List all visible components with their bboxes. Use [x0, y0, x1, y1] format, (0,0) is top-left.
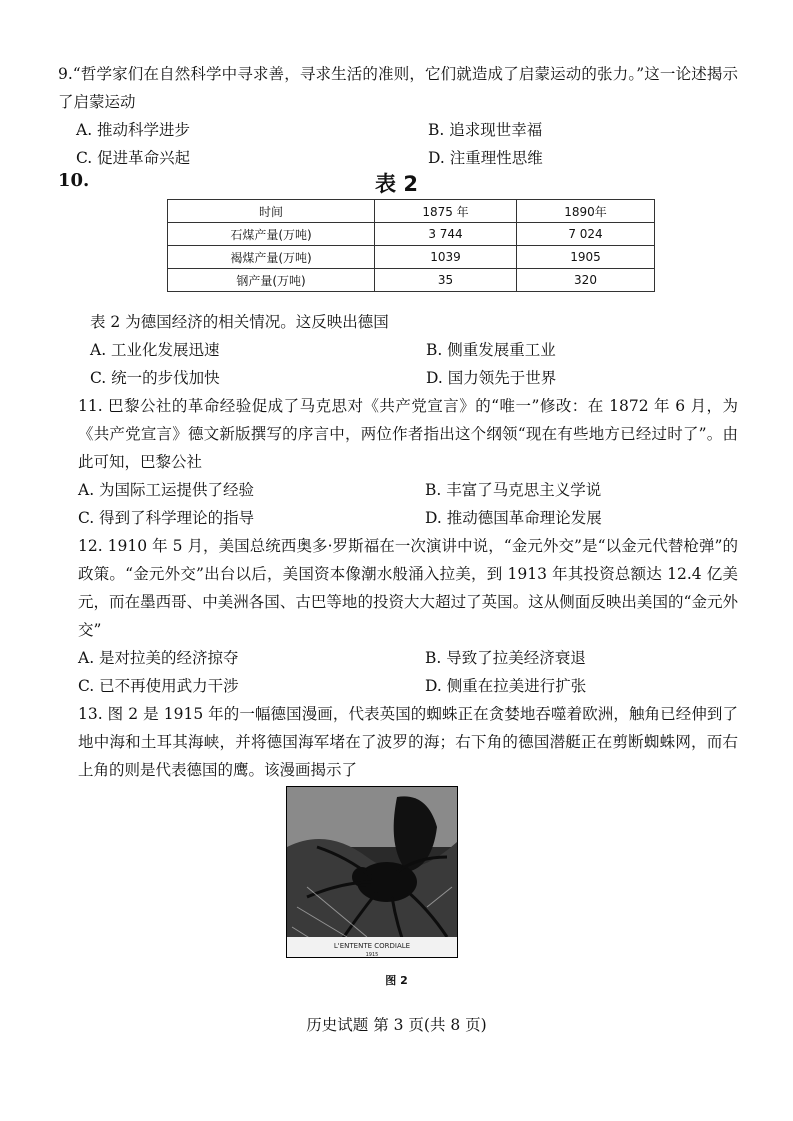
question-13: [78, 700, 738, 784]
question-stem: 12. 1910 年 5 月，美国总统西奥多·罗斯福在一次演讲中说，“金元外交”是“以金元代替枪弹”的政策。“金元外交”出台以后，美国资本像潮水般涌入拉美，到 1913 年其投资总额达 12.4 亿美元，而在墨西哥、中美洲各国、古巴等地的投资大大超过了英国。这从侧面反映出美国的“金元外交”: [78, 537, 738, 639]
option-a: A. 推动科学进步: [76, 121, 191, 139]
question-10-number: 10.: [58, 170, 90, 191]
option-c: C. 已不再使用武力干涉: [78, 677, 239, 695]
table-cell: 钢产量(万吨): [168, 269, 375, 292]
header-cell: 1875 年: [375, 200, 517, 223]
question-stem: 11. 巴黎公社的革命经验促成了马克思对《共产党宣言》的“唯一”修改：在 1872 年 6 月，为《共产党宣言》德文新版撰写的序言中，两位作者指出这个纲领“现在有些地方已经过时了”。由此可知，巴黎公社: [78, 397, 738, 471]
header-cell: 1890年: [517, 200, 655, 223]
table-cell: 320: [517, 269, 655, 292]
option-d: D. 侧重在拉美进行扩张: [425, 677, 587, 695]
table-row: [168, 246, 655, 269]
table-header-row: [168, 200, 655, 223]
table-row: [168, 223, 655, 246]
page-footer: 历史试题 第 3 页(共 8 页): [306, 1016, 487, 1034]
option-c: C. 统一的步伐加快: [90, 369, 220, 387]
table-cell: 35: [375, 269, 517, 292]
options-grid: [78, 644, 738, 700]
option-b: B. 丰富了马克思主义学说: [425, 481, 602, 499]
question-9: [58, 60, 738, 172]
table-cell: 1905: [517, 246, 655, 269]
question-10: [90, 308, 740, 392]
question-11: [78, 392, 738, 532]
option-d: D. 推动德国革命理论发展: [425, 509, 602, 527]
options-grid: [90, 336, 740, 392]
figure-year: 1915: [365, 952, 379, 957]
header-cell: 时间: [168, 200, 375, 223]
option-d: D. 国力领先于世界: [426, 369, 557, 387]
option-b: B. 侧重发展重工业: [426, 341, 556, 359]
table-row: [168, 269, 655, 292]
figure-label: 图 2: [385, 974, 408, 987]
question-stem: 13. 图 2 是 1915 年的一幅德国漫画，代表英国的蜘蛛正在贪婪地吞噬着欧洲，触角已经伸到了地中海和土耳其海峡，并将德国海军堵在了波罗的海；右下角的德国潜艇正在剪断蜘蛛网，而右上角的则是代表德国的鹰。该漫画揭示了: [78, 705, 738, 779]
option-c: C. 得到了科学理论的指导: [78, 509, 255, 527]
option-b: B. 导致了拉美经济衰退: [425, 649, 586, 667]
option-c: C. 促进革命兴起: [76, 149, 191, 167]
table-title: 表 2: [375, 172, 418, 196]
option-a: A. 为国际工运提供了经验: [78, 481, 255, 499]
data-table: [167, 199, 655, 292]
table-cell: 1039: [375, 246, 517, 269]
table-cell: 褐煤产量(万吨): [168, 246, 375, 269]
question-12: [78, 532, 738, 700]
option-a: A. 工业化发展迅速: [90, 341, 220, 359]
figure-caption: L'ENTENTE CORDIALE: [333, 942, 411, 950]
option-d: D. 注重理性思维: [428, 149, 543, 167]
question-stem: 表 2 为德国经济的相关情况。这反映出德国: [90, 313, 389, 331]
options-grid: [76, 116, 738, 172]
spider-cartoon-illustration: [287, 787, 457, 957]
table-cell: 3 744: [375, 223, 517, 246]
table-cell: 石煤产量(万吨): [168, 223, 375, 246]
option-b: B. 追求现世幸福: [428, 121, 543, 139]
options-grid: [78, 476, 738, 532]
cartoon-image: [286, 786, 458, 958]
question-stem: 9.“哲学家们在自然科学中寻求善，寻求生活的准则，它们就造成了启蒙运动的张力。”这一论述揭示了启蒙运动: [58, 65, 738, 111]
table-cell: 7 024: [517, 223, 655, 246]
option-a: A. 是对拉美的经济掠夺: [78, 649, 239, 667]
